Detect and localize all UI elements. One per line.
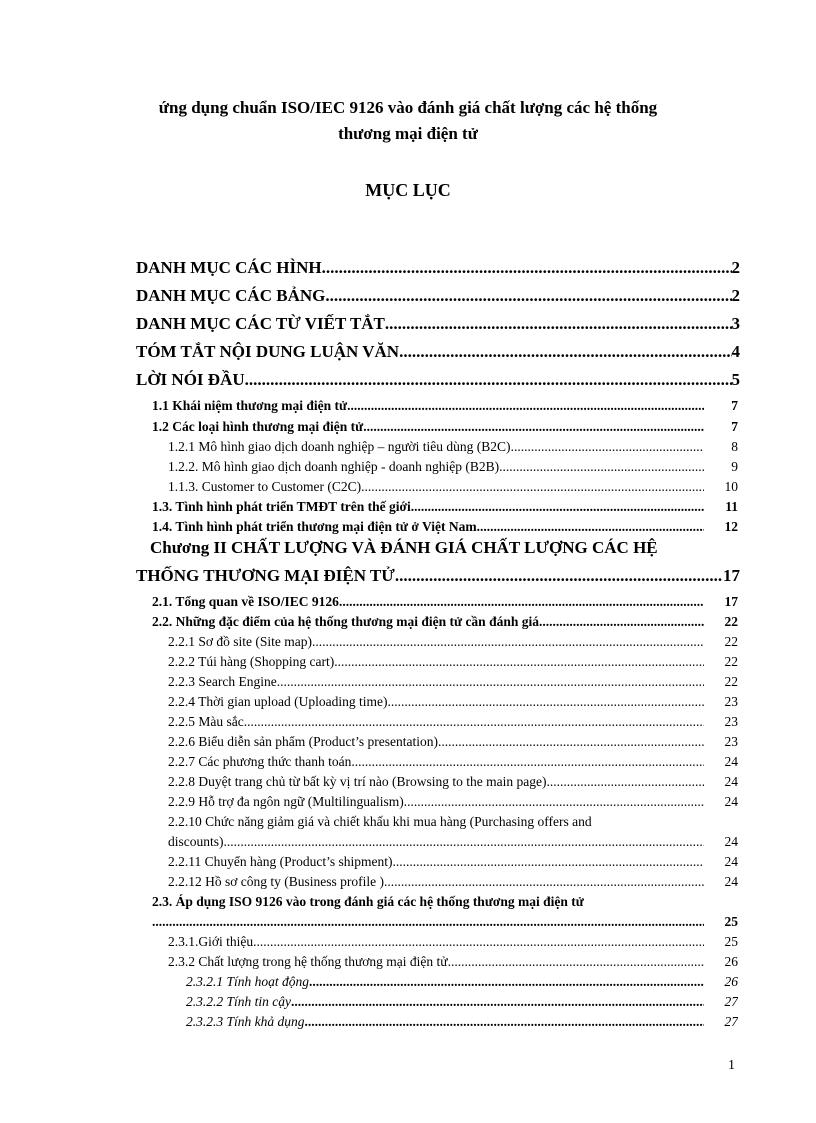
toc-entry[interactable] <box>136 258 740 284</box>
toc-entry[interactable] <box>136 370 740 396</box>
toc-entry-label: 2.2.4 Thời gian upload (Uploading time) <box>168 694 388 709</box>
toc-entry-page: 5 <box>731 370 740 389</box>
toc-entry-page: 17 <box>723 566 740 585</box>
toc-entry-page: 27 <box>724 994 738 1009</box>
toc-entry[interactable] <box>152 614 738 634</box>
toc-entry[interactable] <box>136 342 740 368</box>
toc-entry-label: 1.3. Tình hình phát triển TMĐT trên thế giới <box>152 499 411 514</box>
toc-entry-label: 1.1 Khái niệm thương mại điện tử <box>152 398 348 413</box>
toc-entry[interactable] <box>152 398 738 418</box>
toc-entry-label: THỐNG THƯƠNG MẠI ĐIỆN TỬ <box>136 566 395 585</box>
toc-entry[interactable] <box>168 734 738 754</box>
toc-entry-page: 7 <box>731 398 738 413</box>
toc-entry-label: 1.2.2. Mô hình giao dịch doanh nghiệp - doanh nghiệp (B2B) <box>168 459 500 474</box>
toc-entry[interactable] <box>168 794 738 814</box>
toc-entry-label: 2.3.2.3 Tính khả dụng <box>186 1014 305 1029</box>
toc-entry[interactable] <box>152 519 738 539</box>
toc-entry-page: 23 <box>724 714 738 729</box>
toc-entry-page: 22 <box>724 654 738 669</box>
toc-entry-page: 26 <box>724 954 738 969</box>
toc-entry-page: 2 <box>731 286 740 305</box>
toc-entry[interactable] <box>168 459 738 479</box>
toc-entry[interactable] <box>168 874 738 894</box>
toc-entry[interactable] <box>168 854 738 874</box>
toc-entry-page: 12 <box>724 519 738 534</box>
toc-entry-label: 1.2.1 Mô hình giao dịch doanh nghiệp – người tiêu dùng (B2C) <box>168 439 511 454</box>
document-title-line2: thương mại điện tử <box>338 124 478 143</box>
toc-entry-wrapped-line[interactable]: 2.2.10 Chức năng giảm giá và chiết khấu khi mua hàng (Purchasing offers and <box>168 814 592 829</box>
toc-entry[interactable] <box>136 314 740 340</box>
toc-entry-page: 24 <box>724 794 738 809</box>
toc-entry-label: 1.2 Các loại hình thương mại điện tử <box>152 419 364 434</box>
toc-entry-label: discounts) <box>168 834 224 849</box>
toc-entry-label: 1.4. Tình hình phát triển thương mại điện tử ở Việt Nam <box>152 519 477 534</box>
toc-entry-label: 2.1. Tổng quan về ISO/IEC 9126 <box>152 594 339 609</box>
toc-entry-page: 22 <box>724 634 738 649</box>
toc-entry-page: 27 <box>724 1014 738 1029</box>
toc-entry[interactable] <box>152 594 738 614</box>
toc-entry-page: 22 <box>724 614 738 629</box>
toc-entry[interactable] <box>168 754 738 774</box>
toc-entry[interactable] <box>168 479 738 499</box>
toc-entry[interactable] <box>168 714 738 734</box>
toc-entry[interactable] <box>168 694 738 714</box>
toc-entry-label: 2.2.3 Search Engine <box>168 674 277 689</box>
toc-entry-label: 2.2.8 Duyệt trang chủ từ bất kỳ vị trí nào (Browsing to the main page) <box>168 774 547 789</box>
toc-heading: MỤC LỤC <box>365 180 451 200</box>
toc-entry-page: 3 <box>731 314 740 333</box>
toc-entry-label: 2.3.1.Giới thiệu <box>168 934 254 949</box>
toc-entry-page: 22 <box>724 674 738 689</box>
toc-entry-label: 2.2.6 Biểu diễn sản phẩm (Product’s presentation) <box>168 734 438 749</box>
toc-entry-page: 23 <box>724 694 738 709</box>
toc-entry[interactable] <box>152 914 738 934</box>
toc-entry-page: 4 <box>731 342 740 361</box>
toc-entry-page: 24 <box>724 774 738 789</box>
toc-entry-label: 2.2.9 Hỗ trợ đa ngôn ngữ (Multilingualism) <box>168 794 404 809</box>
toc-entry-label: DANH MỤC CÁC TỪ VIẾT TẮT <box>136 314 385 333</box>
toc-entry-label: TÓM TẮT NỘI DUNG LUẬN VĂN <box>136 342 400 361</box>
toc-entry-label: 2.2.7 Các phương thức thanh toán <box>168 754 352 769</box>
toc-entry-label: 2.3.2.1 Tính hoạt động <box>186 974 310 989</box>
toc-entry-label: 2.2. Những đặc điểm của hệ thống thương mại điện tử cần đánh giá <box>152 614 539 629</box>
toc-entry[interactable] <box>168 774 738 794</box>
toc-entry-wrapped-line[interactable]: 2.3. Áp dụng ISO 9126 vào trong đánh giá các hệ thống thương mại điện tử <box>152 894 584 909</box>
toc-entry-page: 24 <box>724 754 738 769</box>
toc-entry[interactable] <box>186 974 738 994</box>
toc-entry[interactable] <box>152 419 738 439</box>
toc-entry-label: 2.2.11 Chuyển hàng (Product’s shipment) <box>168 854 393 869</box>
toc-entry-label: 2.2.12 Hồ sơ công ty (Business profile ) <box>168 874 384 889</box>
toc-entry-label: 1.1.3. Customer to Customer (C2C) <box>168 479 362 494</box>
toc-entry-page: 9 <box>731 459 738 474</box>
toc-entry[interactable] <box>168 654 738 674</box>
toc-entry-page: 26 <box>724 974 738 989</box>
toc-entry-page: 23 <box>724 734 738 749</box>
page-number: 1 <box>728 1058 735 1073</box>
toc-entry-label: DANH MỤC CÁC HÌNH <box>136 258 322 277</box>
toc-entry-page: 24 <box>724 834 738 849</box>
toc-entry[interactable] <box>168 674 738 694</box>
toc-entry[interactable] <box>168 934 738 954</box>
toc-entry-page: 8 <box>731 439 738 454</box>
toc-entry-page: 11 <box>725 499 738 514</box>
toc-entry[interactable] <box>136 286 740 312</box>
toc-entry-page: 2 <box>731 258 740 277</box>
toc-entry-label: 2.3.2 Chất lượng trong hệ thống thương mại điện tử <box>168 954 448 969</box>
toc-entry-label: 2.2.5 Màu sắc <box>168 714 244 729</box>
toc-entry-label: DANH MỤC CÁC BẢNG <box>136 286 326 305</box>
toc-entry[interactable] <box>168 954 738 974</box>
toc-entry-page: 17 <box>724 594 738 609</box>
toc-entry[interactable] <box>136 566 740 592</box>
toc-entry[interactable] <box>186 1014 738 1034</box>
toc-entry[interactable] <box>186 994 738 1014</box>
toc-chapter-heading[interactable]: Chương II CHẤT LƯỢNG VÀ ĐÁNH GIÁ CHẤT LƯỢNG CÁC HỆ <box>150 538 658 557</box>
toc-entry-page: 7 <box>731 419 738 434</box>
toc-entry-page: 25 <box>724 914 738 929</box>
toc-entry-page: 24 <box>724 854 738 869</box>
toc-entry-label: LỜI NÓI ĐẦU <box>136 370 245 389</box>
toc-entry[interactable] <box>168 634 738 654</box>
toc-entry-page: 25 <box>724 934 738 949</box>
toc-entry[interactable] <box>152 499 738 519</box>
toc-entry-label: 2.2.1 Sơ đồ site (Site map) <box>168 634 313 649</box>
toc-entry[interactable] <box>168 834 738 854</box>
toc-entry-page: 24 <box>724 874 738 889</box>
toc-entry-label: 2.2.2 Túi hàng (Shopping cart) <box>168 654 335 669</box>
toc-entry-label: 2.3.2.2 Tính tin cậy <box>186 994 291 1009</box>
toc-entry[interactable] <box>168 439 738 459</box>
document-title-line1: ứng dụng chuẩn ISO/IEC 9126 vào đánh giá chất lượng các hệ thống <box>158 98 658 117</box>
toc-entry-page: 10 <box>724 479 738 494</box>
